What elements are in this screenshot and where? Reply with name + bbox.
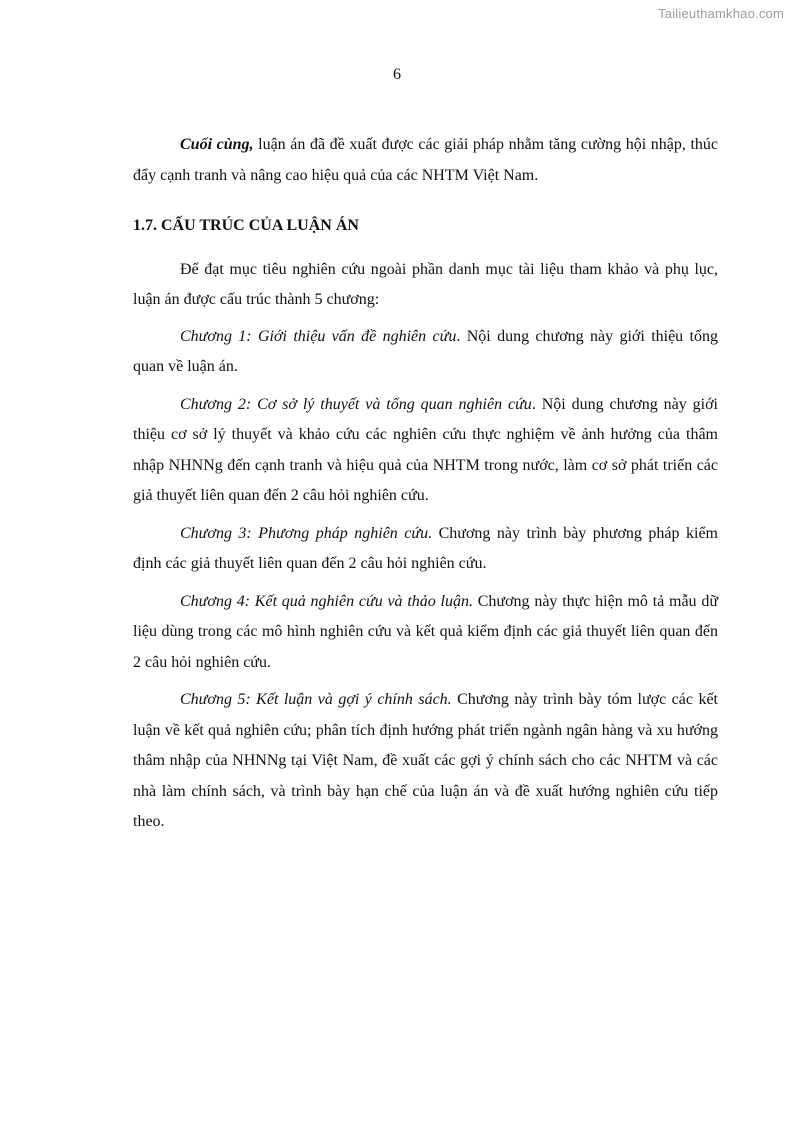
- chapter-4-title: Chương 4: Kết quả nghiên cứu và thảo luận.: [180, 592, 473, 610]
- chapter-5-title: Chương 5: Kết luận và gợi ý chính sách.: [180, 691, 452, 708]
- intro-paragraph: [133, 130, 718, 191]
- intro-text: luận án đã đề xuất được các giải pháp nhằm tăng cường hội nhập, thúc đẩy cạnh tranh và nâng cao hiệu quả của các NHTM Việt Nam.: [133, 136, 718, 184]
- chapter-2-text: . Nội dung chương này giới thiệu cơ sở lý thuyết và khảo cứu các nghiên cứu thực nghiệm về ảnh hưởng của thâm nhập NHNNg đến cạnh tranh và hiệu quả của NHTM trong nước, làm cơ sở phát triển các giả thuyết liên quan đến 2 câu hỏi nghiên cứu.: [133, 395, 719, 504]
- section-heading: 1.7. CẤU TRÚC CỦA LUẬN ÁN: [133, 217, 359, 234]
- chapter-2-paragraph: [133, 390, 718, 512]
- chapter-5-paragraph: [133, 685, 718, 838]
- chapter-1-text: . Nội dung chương này giới thiệu tổng quan về luận án.: [133, 327, 718, 375]
- intro-lead: Cuối cùng,: [180, 136, 254, 153]
- watermark: Tailieuthamkhao.com: [658, 6, 784, 21]
- chapter-3-paragraph: [133, 519, 718, 580]
- chapter-1-title: Chương 1: Giới thiệu vấn đề nghiên cứu: [180, 327, 457, 345]
- document-body: [133, 130, 718, 838]
- chapter-1-paragraph: [133, 322, 718, 383]
- chapter-4-text: Chương này thực hiện mô tả mẫu dữ liệu dùng trong các mô hình nghiên cứu và kết quả kiểm định các giả thuyết liên quan đến 2 câu hỏi nghiên cứu.: [133, 592, 718, 671]
- page-number: 6: [393, 66, 401, 83]
- chapter-3-title: Chương 3: Phương pháp nghiên cứu.: [180, 524, 433, 542]
- chapter-2-title: Chương 2: Cơ sở lý thuyết và tổng quan nghiên cứu: [180, 395, 532, 413]
- chapter-5-text: Chương này trình bày tóm lược các kết luận về kết quả nghiên cứu; phân tích định hướng phát triển ngành ngân hàng và xu hướng thâm nhập của NHNNg tại Việt Nam, đề xuất các gợi ý chính sách cho các NHTM và các nhà làm chính sách, và trình bày hạn chế của luận án và đề xuất hướng nghiên cứu tiếp theo.: [133, 691, 718, 830]
- chapter-4-paragraph: [133, 587, 718, 679]
- section-opening: Để đạt mục tiêu nghiên cứu ngoài phần danh mục tài liệu tham khảo và phụ lục, luận án được cấu trúc thành 5 chương:: [133, 260, 718, 308]
- chapter-3-text: Chương này trình bày phương pháp kiểm định các giả thuyết liên quan đến 2 câu hỏi nghiên cứu.: [133, 524, 718, 572]
